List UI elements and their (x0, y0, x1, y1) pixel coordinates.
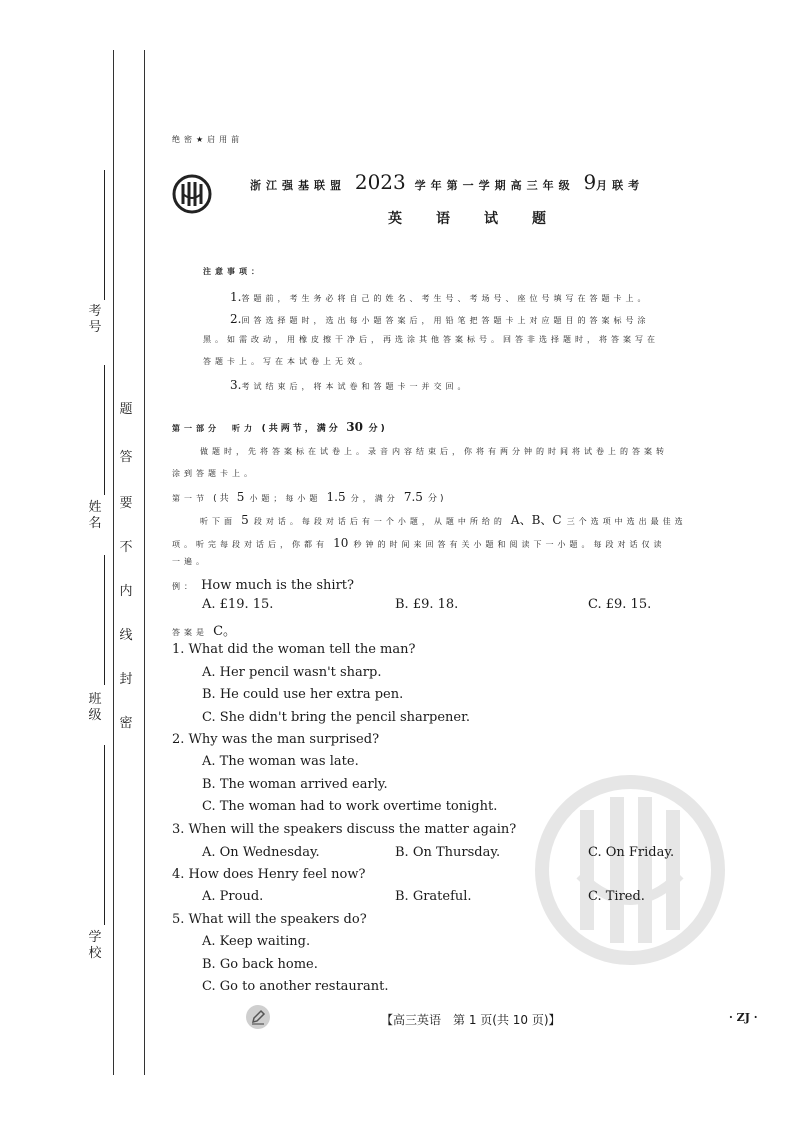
q2-option-b: B. The woman arrived early. (202, 777, 388, 792)
title-year: 2023 (354, 170, 406, 194)
instr-number: 5 (241, 513, 249, 527)
section-number: 7.5 (403, 490, 423, 504)
seal-char: 答 (119, 450, 133, 465)
q1-option-b: B. He could use her extra pen. (202, 687, 404, 702)
instr-text: 段对话。每段对话后有一个小题，从题中所给的 (253, 517, 506, 526)
q4-option-c: C. Tired. (588, 889, 645, 904)
notice-item-2-line2: 黑。如需改动，用橡皮擦干净后，再选涂其他答案标号。回答非选择题时，将答案写在 (203, 335, 659, 344)
question-4: 4. How does Henry feel now? (172, 867, 366, 882)
q3-option-a: A. On Wednesday. (202, 845, 320, 860)
seal-char: 封 (119, 672, 133, 687)
example-option-a: A. £19. 15. (202, 597, 274, 612)
notice-item-1 (230, 286, 649, 305)
notice-item-2-line3: 答题卡上。写在本试卷上无效。 (203, 357, 371, 366)
section1-instr-line3: 一遍。 (172, 557, 208, 566)
notice-heading: 注意事项： (203, 267, 263, 276)
example-option-b: B. £9. 18. (395, 597, 459, 612)
title-month: 9 (583, 170, 597, 194)
section-heading-text: 分) (428, 494, 447, 504)
example-label: 例： (172, 582, 196, 591)
section-heading-text: 分，满分 (350, 494, 399, 503)
instr-text: 三个选项中选出最佳选 (566, 517, 687, 526)
q1-option-a: A. Her pencil wasn't sharp. (202, 665, 382, 680)
notice-num: 2. (230, 312, 242, 326)
field-line-exam-no[interactable] (104, 170, 105, 300)
q3-option-c: C. On Friday. (588, 845, 675, 860)
part-heading-text: 第一部分 听力 (172, 424, 256, 433)
q4-option-b: B. Grateful. (395, 889, 472, 904)
q2-option-a: A. The woman was late. (202, 754, 359, 769)
q5-option-a: A. Keep waiting. (202, 934, 311, 949)
title-part: 浙江强基联盟 (250, 179, 346, 192)
notice-num: 3. (230, 378, 242, 392)
part1-heading (172, 416, 388, 435)
q3-option-b: B. On Thursday. (395, 845, 501, 860)
instr-number: 10 (333, 536, 349, 550)
zjqj-logo (172, 174, 212, 214)
example-answer (172, 620, 236, 639)
notice-text: 考试结束后，将本试卷和答题卡一并交回。 (241, 382, 470, 391)
section-heading-text: (共 (213, 494, 232, 504)
field-line-name[interactable] (104, 365, 105, 495)
part1-instr-line2: 涂到答题卡上。 (172, 469, 256, 478)
field-label-name: 姓名 (88, 500, 102, 531)
margin-line-left (113, 50, 114, 1075)
part-score: 30 (346, 420, 363, 434)
field-line-school[interactable] (104, 745, 105, 925)
question-5: 5. What will the speakers do? (172, 912, 367, 927)
seal-char: 要 (119, 496, 133, 511)
q5-option-c: C. Go to another restaurant. (202, 979, 389, 994)
question-2: 2. Why was the man surprised? (172, 732, 380, 747)
field-label-class: 班级 (88, 692, 102, 723)
page-code: · ZJ · (729, 1011, 758, 1024)
title-part: 学年第一学期高三年级 (414, 179, 575, 192)
pen-icon (245, 1004, 271, 1030)
seal-char: 密 (119, 716, 133, 731)
margin-line-right (144, 50, 145, 1075)
q1-option-c: C. She didn't bring the pencil sharpener. (202, 710, 471, 725)
subject-title: 英语试题 (388, 211, 580, 227)
instr-text: 听下面 (200, 517, 236, 526)
instr-options: A、B、C (510, 513, 562, 527)
section1-heading (172, 486, 447, 505)
question-1: 1. What did the woman tell the man? (172, 642, 416, 657)
example-question (172, 574, 354, 593)
notice-num: 1. (230, 290, 242, 304)
section-number: 1.5 (326, 490, 346, 504)
section1-instr-line1 (200, 509, 687, 528)
q5-option-b: B. Go back home. (202, 957, 318, 972)
field-label-exam-no: 考号 (88, 304, 102, 335)
instr-text: 项。听完每段对话后，你都有 (172, 540, 328, 549)
section1-instr-line2 (172, 532, 665, 551)
exam-title (250, 170, 644, 194)
example-option-c: C. £9. 15. (588, 597, 652, 612)
seal-char: 不 (119, 540, 133, 555)
section-heading-text: 第一节 (172, 494, 208, 503)
page-footer: 【高三英语 第 1 页(共 10 页)】 (381, 1013, 561, 1027)
answer-value: C。 (213, 624, 237, 639)
field-label-school: 学校 (88, 930, 102, 961)
title-part: 月联考 (596, 179, 645, 192)
answer-label: 答案是 (172, 628, 208, 637)
notice-item-2 (230, 308, 649, 327)
seal-char: 题 (119, 402, 133, 417)
part1-instr-line1: 做题时，先将答案标在试卷上。录音内容结束后，你将有两分钟的时间将试卷上的答案转 (200, 447, 668, 456)
question-3: 3. When will the speakers discuss the matter again? (172, 822, 517, 837)
q4-option-a: A. Proud. (202, 889, 264, 904)
notice-item-3 (230, 374, 469, 393)
seal-char: 内 (119, 584, 133, 599)
example-question-text: How much is the shirt? (201, 578, 354, 593)
field-line-class[interactable] (104, 555, 105, 685)
section-heading-text: 小题；每小题 (249, 494, 322, 503)
part-heading-text: 分) (368, 424, 388, 434)
confidential-mark: 绝密★启用前 (172, 135, 244, 144)
notice-text: 答题前，考生务必将自己的姓名、考生号、考场号、座位号填写在答题卡上。 (241, 294, 650, 303)
section-number: 5 (236, 490, 245, 504)
part-heading-text: (共两节，满分 (261, 424, 341, 434)
zjqj-watermark (535, 775, 725, 965)
notice-text: 回答选择题时，选出每小题答案后，用铅笔把答题卡上对应题目的答案标号涂 (241, 316, 650, 325)
q2-option-c: C. The woman had to work overtime tonight. (202, 799, 498, 814)
instr-text: 秒钟的时间来回答有关小题和阅读下一小题。每段对话仅读 (353, 540, 666, 549)
seal-char: 线 (119, 628, 133, 643)
